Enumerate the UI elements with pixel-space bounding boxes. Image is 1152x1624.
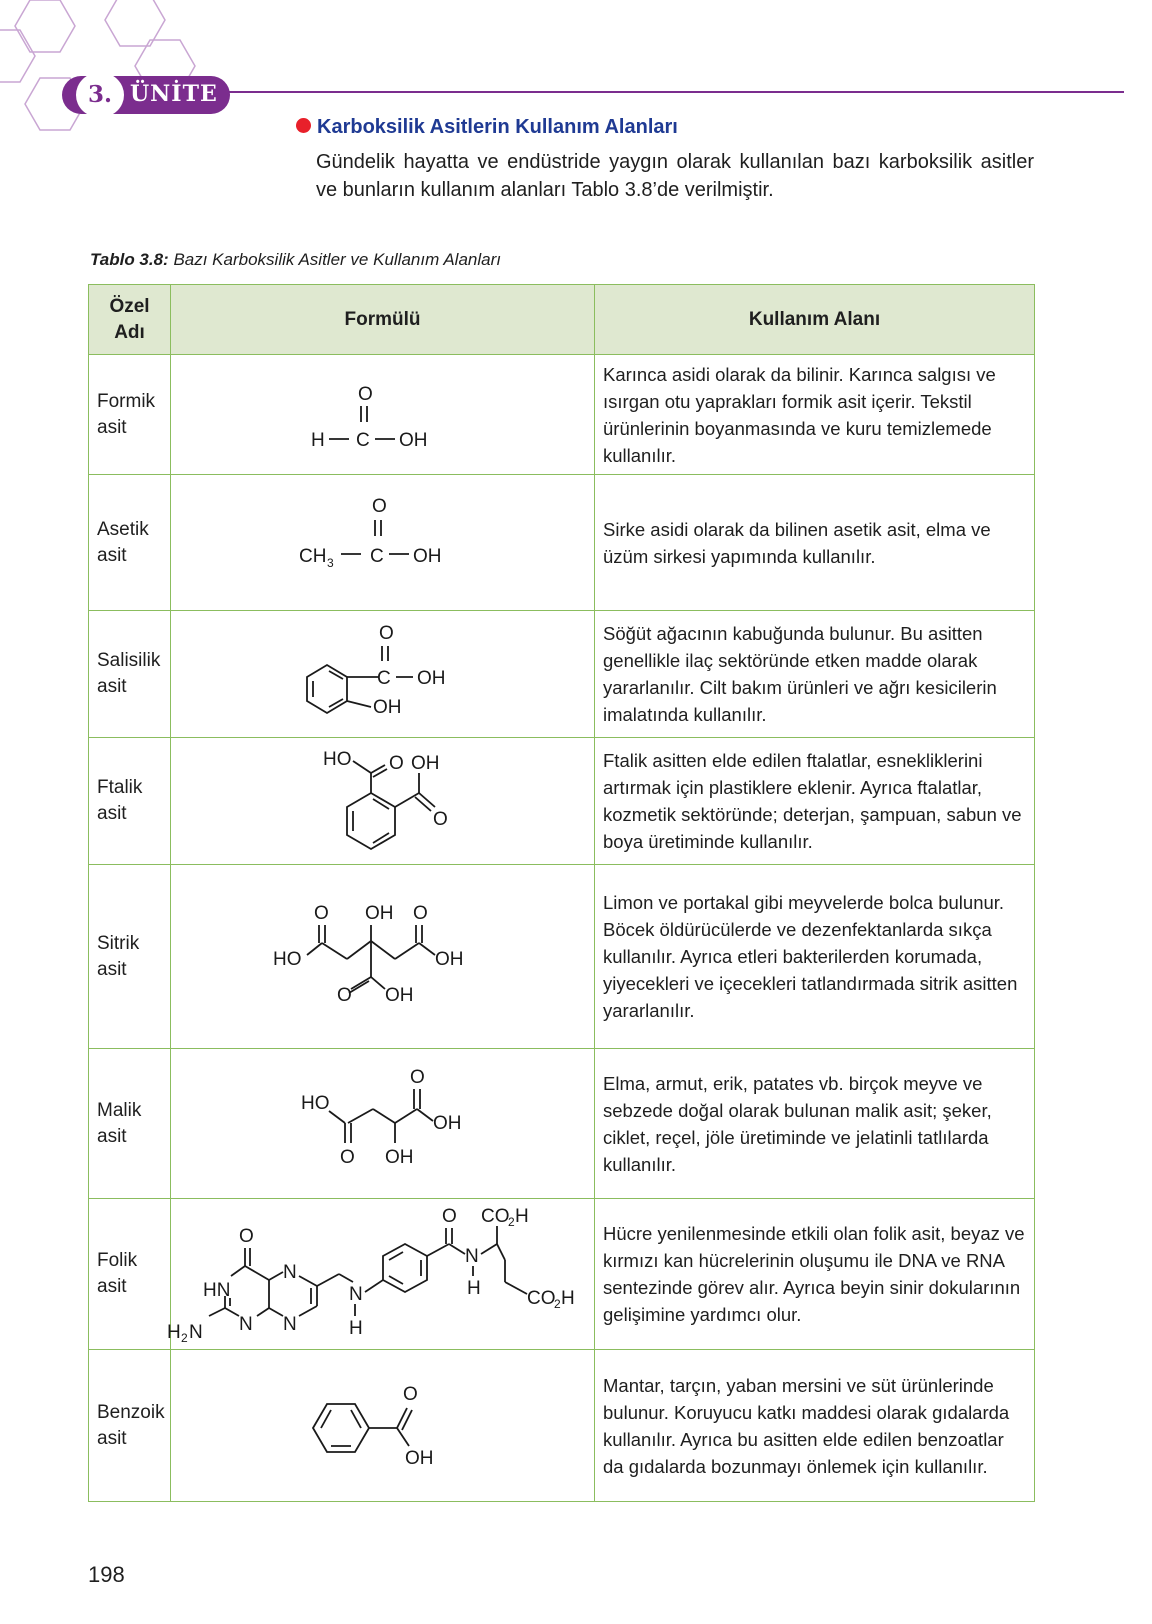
atom-n-3: N xyxy=(282,1314,297,1335)
group-co-bottom: CO xyxy=(526,1288,555,1309)
atom-ch: CH xyxy=(298,545,326,567)
subscript-3: 3 xyxy=(326,555,334,570)
atom-h-amide: H xyxy=(466,1278,481,1299)
unit-header-rule xyxy=(220,91,1124,93)
header-formula: Formülü xyxy=(171,285,595,355)
acid-use: Sirke asidi olarak da bilinen asetik asit, elma ve üzüm sirkesi yapımında kullanılır. xyxy=(595,475,1035,611)
group-oh-bottom: OH xyxy=(384,984,413,1006)
unit-number: 3. xyxy=(76,73,124,117)
unit-badge xyxy=(62,76,230,114)
atom-o-pteridine: O xyxy=(238,1226,254,1247)
acid-use: Ftalik asitten elde edilen ftalatlar, esnekliklerini artırmak için plastiklere eklenir. Ayrıca ftalatlar, kozmetik sektöründe; deterjan, şampuan, sabun ve boya üretiminde kullanılır. xyxy=(595,738,1035,865)
acid-use: Söğüt ağacının kabuğunda bulunur. Bu asitten genellikle ilaç sektöründe etken madde olarak yararlanılır. Cilt bakım ürünleri ve ağrı kesicilerin imalatında kullanılır. xyxy=(595,611,1035,738)
group-hn: HN xyxy=(202,1280,230,1301)
group-oh: OH xyxy=(384,1146,413,1168)
group-oh: OH xyxy=(398,429,427,451)
group-oh: OH xyxy=(410,753,439,774)
group-oh-right: OH xyxy=(434,948,463,970)
group-oh: OH xyxy=(404,1447,433,1469)
table-row xyxy=(89,611,1035,738)
atom-o: O xyxy=(402,1383,418,1405)
atom-h-bottom: H xyxy=(560,1288,575,1309)
atom-n-linker: N xyxy=(348,1284,363,1305)
unit-word: ÜNİTE xyxy=(130,81,218,107)
phthalic-acid-formula xyxy=(171,738,595,865)
group-ho: HO xyxy=(272,948,301,970)
group-oh: OH xyxy=(416,668,445,689)
atom-o-2: O xyxy=(432,809,448,830)
group-ho: HO xyxy=(322,749,351,770)
subscript-2-bottom: 2 xyxy=(553,1297,561,1311)
atom-o: O xyxy=(339,1146,355,1168)
section-title xyxy=(296,116,678,139)
atom-o: O xyxy=(388,753,404,774)
table-row xyxy=(89,475,1035,611)
group-co-top: CO xyxy=(480,1206,509,1227)
table-row xyxy=(89,865,1035,1049)
header-name: Özel Adı xyxy=(89,285,171,355)
atom-o-amide: O xyxy=(441,1206,457,1227)
group-oh: OH xyxy=(412,545,441,567)
table-caption-text: Bazı Karboksilik Asitler ve Kullanım Alanları xyxy=(168,250,501,269)
atom-h-top: H xyxy=(514,1206,529,1227)
atom-h: H xyxy=(310,429,325,451)
section-title-text: Karboksilik Asitlerin Kullanım Alanları xyxy=(317,116,678,138)
bullet-dot-icon xyxy=(296,118,311,133)
atom-o-right: O xyxy=(412,902,428,924)
table-row xyxy=(89,738,1035,865)
malic-acid-formula xyxy=(171,1049,595,1199)
table-caption-label: Tablo 3.8: xyxy=(90,250,169,269)
atom-n-1: N xyxy=(238,1314,253,1335)
acid-name: Sitrik asit xyxy=(89,865,171,1049)
benzoic-acid-formula xyxy=(171,1350,595,1502)
atom-n-amide: N xyxy=(464,1246,479,1267)
atom-c: C xyxy=(376,668,391,689)
atom-h-amine: H xyxy=(166,1322,181,1343)
table-header-row xyxy=(89,285,1035,355)
acid-name: Folik asit xyxy=(89,1199,171,1350)
acid-use: Elma, armut, erik, patates vb. birçok meyve ve sebzede doğal olarak bulunan malik asit; şeker, ciklet, reçel, jöle üretiminde ve jelatinli tatlılarda kullanılır. xyxy=(595,1049,1035,1199)
acid-name: Malik asit xyxy=(89,1049,171,1199)
table-row xyxy=(89,1049,1035,1199)
acid-name: Formik asit xyxy=(89,355,171,475)
atom-n-2: N xyxy=(282,1262,297,1283)
atom-c: C xyxy=(355,429,370,451)
atom-h-linker: H xyxy=(348,1318,363,1339)
formic-acid-formula xyxy=(171,355,595,475)
salicylic-acid-formula xyxy=(171,611,595,738)
citric-acid-formula xyxy=(171,865,595,1049)
folic-acid-formula xyxy=(166,1199,595,1350)
group-oh-ring: OH xyxy=(372,697,401,718)
header-use: Kullanım Alanı xyxy=(595,285,1035,355)
acetic-acid-formula xyxy=(171,475,595,611)
atom-o: O xyxy=(357,383,373,405)
group-oh-center: OH xyxy=(364,902,393,924)
subscript-2-top: 2 xyxy=(507,1215,515,1229)
hexagon-decoration xyxy=(0,0,240,140)
table-caption xyxy=(90,250,501,270)
atom-o: O xyxy=(371,495,387,517)
acid-use: Hücre yenilenmesinde etkili olan folik asit, beyaz ve kırmızı kan hücrelerinin oluşumu ile DNA ve RNA sentezinde görev alır. Ayrıca beyin sinir dokularının gelişimine yardımcı olur. xyxy=(595,1199,1035,1350)
acid-use: Mantar, tarçın, yaban mersini ve süt ürünlerinde bulunur. Koruyucu katkı maddesi olarak gıdalarda kullanılır. Ayrıca bu asitten elde edilen benzoatlar da gıdalarda bozunmayı önlemek için kullanılır. xyxy=(595,1350,1035,1502)
group-ho: HO xyxy=(300,1092,329,1114)
table-row xyxy=(89,1350,1035,1502)
acid-use: Limon ve portakal gibi meyvelerde bolca bulunur. Böcek öldürücülerde ve dezenfektanlarda sıkça kullanılır. Ayrıca etleri bakterilerden korumada, yiyecekleri ve içecekleri tatlandırmada sitrik asitten yararlanılır. xyxy=(595,865,1035,1049)
section-intro: Gündelik hayatta ve endüstride yaygın olarak kullanılan bazı karboksilik asitler ve bunların kullanım alanları Tablo 3.8’de verilmiştir. xyxy=(316,151,1034,201)
atom-n-amine: N xyxy=(188,1322,203,1343)
atom-c: C xyxy=(369,545,384,567)
acid-use: Karınca asidi olarak da bilinir. Karınca salgısı ve ısırgan otu yaprakları formik asit içerir. Tekstil ürünlerinin boyanmasında ve kuru temizlemede kullanılır. xyxy=(595,355,1035,475)
group-oh-right: OH xyxy=(432,1112,461,1134)
atom-o-top: O xyxy=(409,1066,425,1088)
acid-name: Salisilik asit xyxy=(89,611,171,738)
subscript-2: 2 xyxy=(180,1331,188,1345)
acids-table xyxy=(88,284,1035,1502)
acid-name: Asetik asit xyxy=(89,475,171,611)
acid-name: Benzoik asit xyxy=(89,1350,171,1502)
atom-o: O xyxy=(313,902,329,924)
table-row xyxy=(89,355,1035,475)
table-row xyxy=(89,1199,1035,1350)
atom-o: O xyxy=(378,623,394,644)
page-number: 198 xyxy=(88,1562,125,1587)
atom-o-bottom: O xyxy=(336,984,352,1006)
acid-name: Ftalik asit xyxy=(89,738,171,865)
